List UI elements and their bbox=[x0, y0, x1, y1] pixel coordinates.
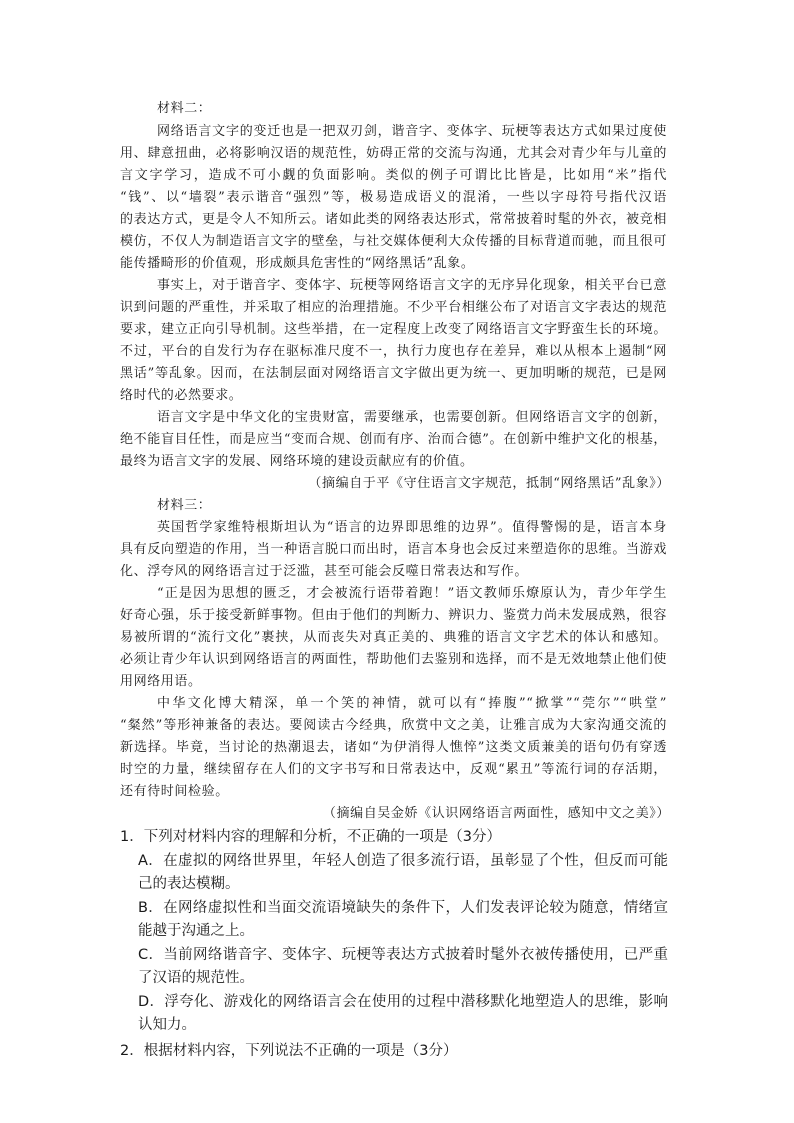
paragraph-line: 化、浮夸风的网络语言过于泛滥，甚至可能会反噬日常表达和写作。 bbox=[120, 564, 529, 579]
question-1-stem: 1．下列对材料内容的理解和分析，不正确的一项是（3分） bbox=[120, 829, 501, 845]
paragraph-line: 模仿，不仅人为制造语言文字的壁垒，与社交媒体便利大众传播的目标背道而驰，而且很可 bbox=[120, 234, 667, 249]
material-2-source: （摘编自于平《守住语言文字规范，抵制“网络黑话”乱象》） bbox=[308, 476, 670, 491]
question-1-option-b-cont: 能越于沟通之上。 bbox=[138, 923, 254, 939]
question-1-option-d[interactable]: D．浮夸化、游戏化的网络语言会在使用的过程中潜移默化地塑造人的思维，影响 bbox=[138, 994, 668, 1010]
paragraph-line: “钱”、以“墙裂”表示谐音“强烈”等，极易造成语义的混淆，一些以字母符号指代汉语 bbox=[120, 190, 667, 205]
question-1-option-c[interactable]: C．当前网络谐音字、变体字、玩梗等表达方式披着时髦外衣被传播使用，已严重 bbox=[138, 947, 668, 963]
paragraph-line: 中华文化博大精深，单一个笑的神情，就可以有“捧腹”“掀掌”“莞尔”“哄堂” bbox=[157, 696, 667, 711]
paragraph-line: 网络语言文字的变迁也是一把双刃剑，谐音字、变体字、玩梗等表达方式如果过度使 bbox=[157, 124, 667, 139]
question-2-stem: 2．根据材料内容，下列说法不正确的一项是（3分） bbox=[120, 1043, 458, 1059]
paragraph-line: 最终为语言文字的发展、网络环境的建设贡献应有的价值。 bbox=[120, 454, 474, 469]
paragraph-line: 必须让青少年认识到网络语言的两面性，帮助他们去鉴别和选择，而不是无效地禁止他们使 bbox=[120, 652, 667, 667]
question-1-option-d-cont: 认知力。 bbox=[138, 1017, 196, 1033]
paragraph-line: “粲然”等形神兼备的表达。要阅读古今经典，欣赏中文之美，让雅言成为大家沟通交流的 bbox=[120, 718, 667, 733]
paragraph-line: 新选择。毕竟，当讨论的热潮退去，诸如“为伊消得人憔悴”这类文质兼美的语句仍有穿透 bbox=[120, 740, 667, 755]
material-3-heading: 材料三： bbox=[157, 498, 212, 513]
question-1-option-c-cont: 了汉语的规范性。 bbox=[138, 970, 254, 986]
paragraph-line: 的表达方式，更是令人不知所云。诸如此类的网络表达形式，常常披着时髦的外衣，被竞相 bbox=[120, 212, 667, 227]
paragraph-line: 黑话”等乱象。因而，在法制层面对网络语言文字做出更为统一、更加明晰的规范，已是网 bbox=[120, 366, 667, 381]
paragraph-line: 易被所谓的“流行文化”裹挟，从而丧失对真正美的、典雅的语言文字艺术的体认和感知。 bbox=[120, 630, 667, 645]
question-1-option-a[interactable]: A．在虚拟的网络世界里，年轻人创造了很多流行语，虽彰显了个性，但反而可能 bbox=[138, 853, 668, 869]
paragraph-line: 时空的力量，继续留存在人们的文字书写和日常表达中，反观“累丑”等流行词的存活期， bbox=[120, 762, 667, 777]
paragraph-line: 要求，建立正向引导机制。这些举措，在一定程度上改变了网络语言文字野蛮生长的环境。 bbox=[120, 322, 667, 337]
paragraph-line: 识到问题的严重性，并采取了相应的治理措施。不少平台相继公布了对语言文字表达的规范 bbox=[120, 300, 667, 315]
material-3-source: （摘编自吴金娇《认识网络语言两面性，感知中文之美》） bbox=[322, 806, 670, 821]
paragraph-line: 用、肆意扭曲，必将影响汉语的规范性，妨碍正常的交流与沟通，尤其会对青少年与儿童的 bbox=[120, 146, 667, 161]
paragraph-line: 用网络用语。 bbox=[120, 674, 202, 689]
paragraph-line: 不过，平台的自发行为存在驱标准尺度不一，执行力度也存在差异，难以从根本上遏制“网 bbox=[120, 344, 667, 359]
paragraph-line: 事实上，对于谐音字、变体字、玩梗等网络语言文字的无序异化现象，相关平台已意 bbox=[157, 278, 667, 293]
paragraph-line: 好奇心强，乐于接受新鲜事物。但由于他们的判断力、辨识力、鉴赏力尚未发展成熟，很容 bbox=[120, 608, 667, 623]
paragraph-line: 络时代的必然要求。 bbox=[120, 388, 243, 403]
question-1-option-b[interactable]: B．在网络虚拟性和当面交流语境缺失的条件下，人们发表评论较为随意，情绪宣 bbox=[138, 900, 668, 916]
paragraph-line: 能传播畸形的价值观，形成颇具危害性的“网络黑话”乱象。 bbox=[120, 256, 475, 271]
paragraph-line: “正是因为思想的匮乏，才会被流行语带着跑！”语文教师乐燎原认为，青少年学生 bbox=[157, 586, 667, 601]
material-2-heading: 材料二： bbox=[157, 101, 212, 116]
paragraph-line: 绝不能盲目任性，而是应当“变而合规、创而有序、治而合德”。在创新中维护文化的根基， bbox=[120, 432, 667, 447]
paragraph-line: 具有反向塑造的作用，当一种语言脱口而出时，语言本身也会反过来塑造你的思维。当游戏 bbox=[120, 542, 667, 557]
paragraph-line: 英国哲学家维特根斯坦认为“语言的边界即思维的边界”。值得警惕的是，语言本身 bbox=[157, 520, 667, 535]
paragraph-line: 言文字学习，造成不可小觑的负面影响。类似的例子可谓比比皆是，比如用“米”指代 bbox=[120, 168, 667, 183]
question-1-option-a-cont: 己的表达模糊。 bbox=[138, 876, 240, 892]
paragraph-line: 还有待时间检验。 bbox=[120, 784, 229, 799]
paragraph-line: 语言文字是中华文化的宝贵财富，需要继承，也需要创新。但网络语言文字的创新， bbox=[157, 410, 667, 425]
